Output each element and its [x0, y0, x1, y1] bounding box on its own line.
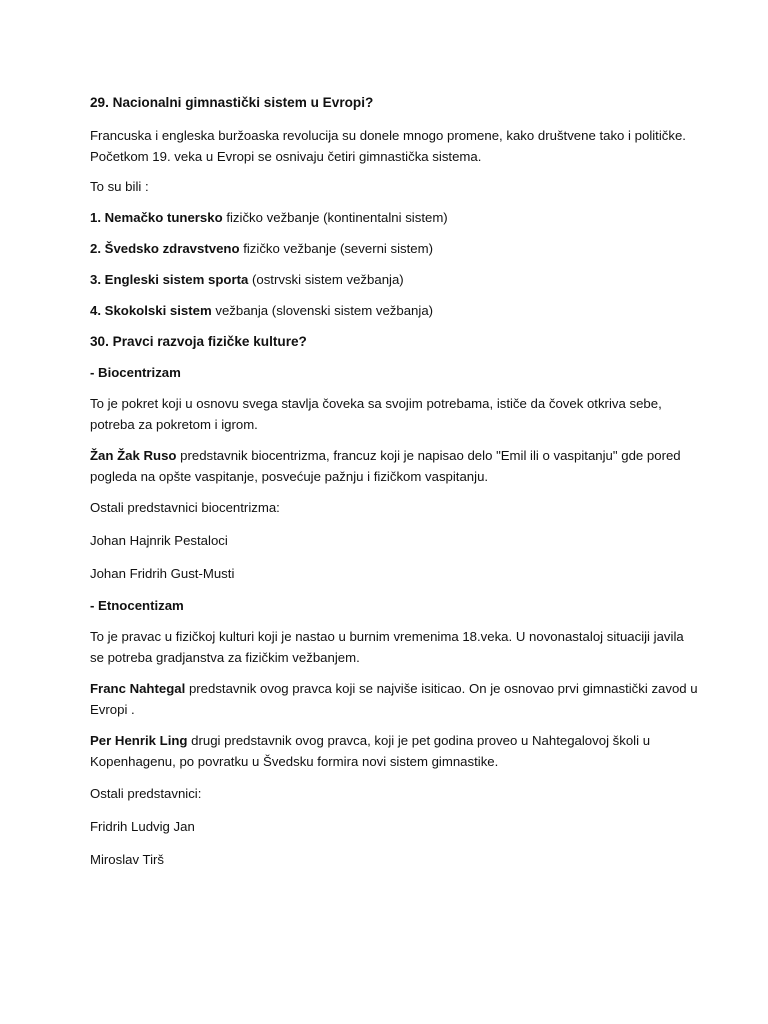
nahtegal-name: Franc Nahtegal [90, 681, 186, 696]
q29-heading: 29. Nacionalni gimnastički sistem u Evropi? [90, 95, 374, 110]
system-item-4-name: 4. Skokolski sistem [90, 303, 212, 318]
system-item-4 [90, 300, 700, 321]
nahtegal-text: predstavnik ovog pravca koji se najviše isiticao. On je osnovao prvi gimnastički zavod u Evropi . [90, 681, 698, 717]
q29-intro: To su bili : [90, 179, 149, 194]
system-item-2 [90, 238, 700, 259]
biocentrizam-heading: - Biocentrizam [90, 365, 181, 380]
ruso-paragraph [90, 445, 700, 487]
etnocentizam-others-label: Ostali predstavnici: [90, 786, 202, 801]
system-item-3 [90, 269, 700, 290]
etnocentizam-definition: To je pravac u fizičkoj kulturi koji je nastao u burnim vremenima 18.veka. U novonastaloj situaciji javila se potreba gradjanstva za fizičkim vežbanjem. [90, 629, 684, 665]
biocentrizam-definition: To je pokret koji u osnovu svega stavlja čoveka sa svojim potrebama, ističe da čovek otkriva sebe, potreba za pokretom i igrom. [90, 396, 662, 432]
etnocentizam-heading: - Etnocentizam [90, 598, 184, 613]
biocentrizam-rep-2: Johan Fridrih Gust-Musti [90, 566, 235, 581]
system-item-3-name: 3. Engleski sistem sporta [90, 272, 249, 287]
ruso-text: predstavnik biocentrizma, francuz koji je napisao delo "Emil ili o vaspitanju" gde pored pogleda na opšte vaspitanje, posvećuje pažnju i fizičkom vaspitanju. [90, 448, 681, 484]
ruso-name: Žan Žak Ruso [90, 448, 177, 463]
ling-paragraph [90, 730, 700, 772]
system-item-1-name: 1. Nemačko tunersko [90, 210, 223, 225]
etnocentizam-rep-2: Miroslav Tirš [90, 852, 164, 867]
etnocentizam-rep-1: Fridrih Ludvig Jan [90, 819, 195, 834]
system-item-2-desc: fizičko vežbanje (severni sistem) [239, 241, 434, 256]
document-body [90, 92, 700, 870]
q30-heading: 30. Pravci razvoja fizičke kulture? [90, 334, 307, 349]
system-item-1-desc: fizičko vežbanje (kontinentalni sistem) [222, 210, 448, 225]
biocentrizam-rep-1: Johan Hajnrik Pestaloci [90, 533, 228, 548]
system-item-2-name: 2. Švedsko zdravstveno [90, 241, 240, 256]
system-item-4-desc: vežbanja (slovenski sistem vežbanja) [211, 303, 434, 318]
ling-name: Per Henrik Ling [90, 733, 188, 748]
system-item-3-desc: (ostrvski sistem vežbanja) [248, 272, 404, 287]
q29-paragraph: Francuska i engleska buržoaska revolucija su donele mnogo promene, kako društvene tako i političke. Početkom 19. veka u Evropi se osnivaju četiri gimnastička sistema. [90, 128, 686, 164]
ling-text: drugi predstavnik ovog pravca, koji je pet godina proveo u Nahtegalovoj školi u Kopenhagenu, po povratku u Švedsku formira novi sistem gimnastike. [90, 733, 651, 769]
nahtegal-paragraph [90, 678, 700, 720]
biocentrizam-others-label: Ostali predstavnici biocentrizma: [90, 500, 280, 515]
system-item-1 [90, 207, 700, 228]
